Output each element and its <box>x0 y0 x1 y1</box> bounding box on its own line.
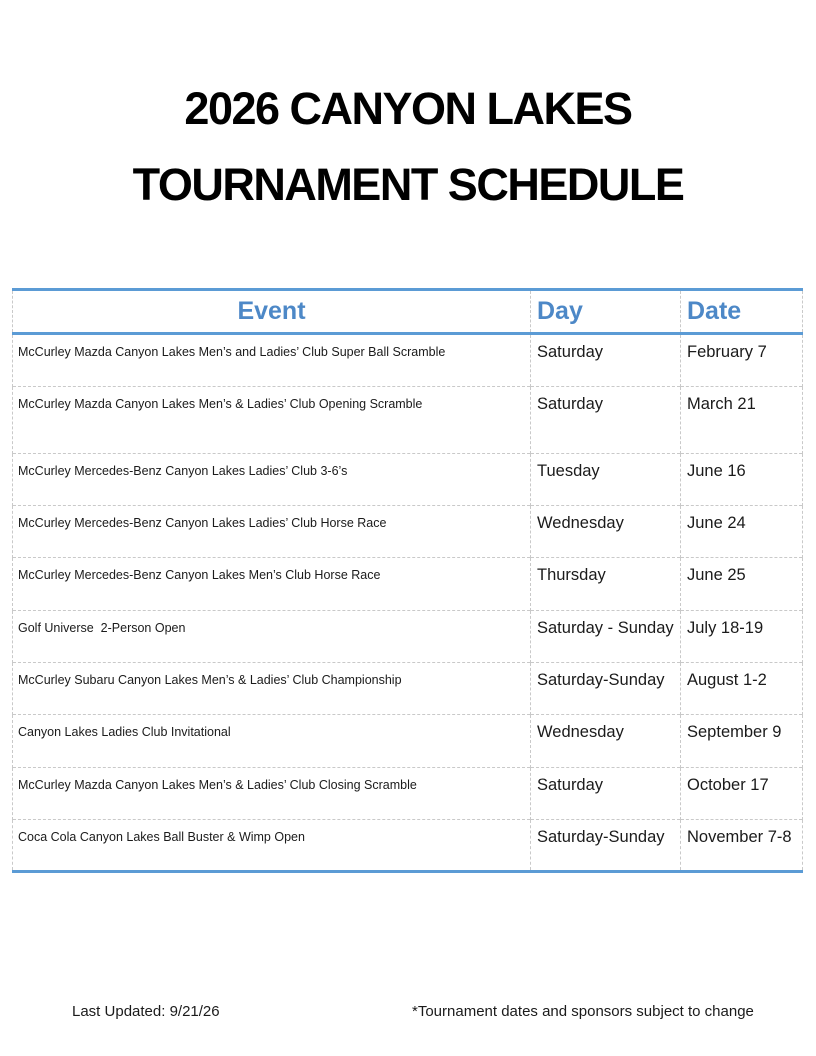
date-cell: November 7-8 <box>681 820 803 872</box>
table-row <box>13 715 803 768</box>
footnote-text: *Tournament dates and sponsors subject to change <box>412 1003 754 1020</box>
last-updated-text: Last Updated: 9/21/26 <box>72 1003 220 1020</box>
event-cell: McCurley Mazda Canyon Lakes Men’s & Ladies’ Club Closing Scramble <box>13 768 531 820</box>
column-header-date: Date <box>681 290 803 334</box>
date-cell: February 7 <box>681 334 803 387</box>
date-cell: August 1-2 <box>681 663 803 715</box>
schedule-table-body <box>13 334 803 872</box>
event-cell: McCurley Mercedes-Benz Canyon Lakes Men’s Club Horse Race <box>13 558 531 611</box>
date-cell: June 24 <box>681 506 803 558</box>
table-row <box>13 387 803 454</box>
date-cell: September 9 <box>681 715 803 768</box>
table-row <box>13 454 803 506</box>
event-cell: McCurley Mercedes-Benz Canyon Lakes Ladies’ Club Horse Race <box>13 506 531 558</box>
event-cell: McCurley Mazda Canyon Lakes Men’s and Ladies’ Club Super Ball Scramble <box>13 334 531 387</box>
table-row <box>13 820 803 872</box>
date-cell: October 17 <box>681 768 803 820</box>
tournament-schedule-table <box>12 288 803 873</box>
day-cell: Wednesday <box>531 715 681 768</box>
date-cell: June 25 <box>681 558 803 611</box>
day-cell: Saturday <box>531 387 681 454</box>
column-header-event: Event <box>13 290 531 334</box>
column-header-day: Day <box>531 290 681 334</box>
document-title-line1: 2026 CANYON LAKES <box>184 83 632 134</box>
document-title-line2: TOURNAMENT SCHEDULE <box>132 159 684 210</box>
table-row <box>13 768 803 820</box>
event-cell: Canyon Lakes Ladies Club Invitational <box>13 715 531 768</box>
day-cell: Saturday <box>531 334 681 387</box>
event-cell: Golf Universe 2-Person Open <box>13 611 531 663</box>
table-row <box>13 334 803 387</box>
table-row <box>13 611 803 663</box>
header-row <box>13 290 803 334</box>
day-cell: Thursday <box>531 558 681 611</box>
event-cell: McCurley Mazda Canyon Lakes Men’s & Ladies’ Club Opening Scramble <box>13 387 531 454</box>
table-row <box>13 558 803 611</box>
day-cell: Saturday <box>531 768 681 820</box>
date-cell: March 21 <box>681 387 803 454</box>
table-row <box>13 663 803 715</box>
day-cell: Saturday - Sunday <box>531 611 681 663</box>
day-cell: Wednesday <box>531 506 681 558</box>
event-cell: McCurley Subaru Canyon Lakes Men’s & Ladies’ Club Championship <box>13 663 531 715</box>
day-cell: Tuesday <box>531 454 681 506</box>
event-cell: Coca Cola Canyon Lakes Ball Buster & Wimp Open <box>13 820 531 872</box>
date-cell: July 18-19 <box>681 611 803 663</box>
date-cell: June 16 <box>681 454 803 506</box>
day-cell: Saturday-Sunday <box>531 820 681 872</box>
day-cell: Saturday-Sunday <box>531 663 681 715</box>
event-cell: McCurley Mercedes-Benz Canyon Lakes Ladies’ Club 3-6’s <box>13 454 531 506</box>
table-row <box>13 506 803 558</box>
